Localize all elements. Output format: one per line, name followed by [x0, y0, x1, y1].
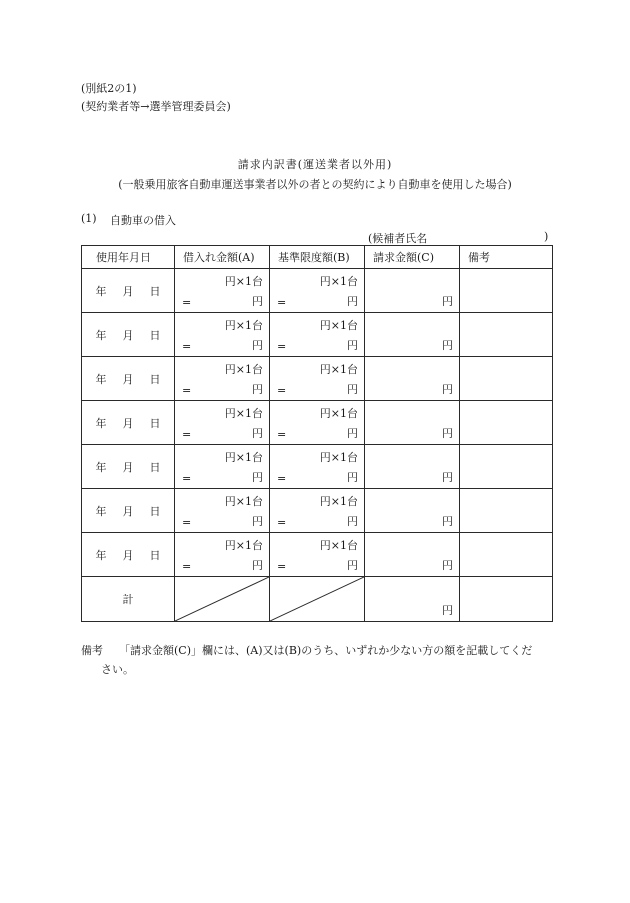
usage-date-cell[interactable]: [82, 357, 175, 401]
candidate-name-close: ): [544, 230, 549, 243]
table-row: [82, 445, 553, 489]
usage-date-cell[interactable]: [82, 489, 175, 533]
claim-amount-cell[interactable]: [365, 269, 460, 313]
total-label: 計: [82, 577, 175, 622]
per-vehicle-unit: 円×1台: [319, 319, 358, 332]
rental-amount-cell[interactable]: [175, 269, 270, 313]
total-row: [82, 577, 553, 622]
rental-amount-cell[interactable]: [175, 313, 270, 357]
date-year-char: 年: [95, 504, 107, 518]
yen-unit: 円: [347, 427, 358, 440]
yen-unit: 円: [347, 295, 358, 308]
usage-date-cell[interactable]: [82, 533, 175, 577]
yen-unit: 円: [347, 471, 358, 484]
yen-unit: 円: [442, 471, 453, 484]
date-month-char: 月: [122, 328, 134, 342]
equals-sign: =: [182, 560, 192, 573]
header-usage-date: 使用年月日: [82, 246, 175, 269]
per-vehicle-unit: 円×1台: [224, 319, 263, 332]
yen-unit: 円: [347, 559, 358, 572]
equals-sign: =: [277, 472, 287, 485]
equals-sign: =: [182, 340, 192, 353]
yen-unit: 円: [347, 383, 358, 396]
table-header-row: [82, 246, 553, 269]
yen-unit: 円: [442, 295, 453, 308]
reference-line-1: (別紙2の1): [81, 82, 137, 95]
standard-limit-cell[interactable]: [270, 489, 365, 533]
per-vehicle-unit: 円×1台: [319, 407, 358, 420]
date-day-char: 日: [149, 504, 161, 518]
table-row: [82, 269, 553, 313]
candidate-name-label: (候補者氏名: [368, 232, 428, 245]
date-day-char: 日: [149, 372, 161, 386]
claim-amount-cell[interactable]: [365, 313, 460, 357]
date-month-char: 月: [122, 548, 134, 562]
yen-unit: 円: [252, 383, 263, 396]
equals-sign: =: [182, 516, 192, 529]
note-text: 「請求金額(C)」欄には、(A)又は(B)のうち、いずれか少ない方の額を記載してくだ: [119, 644, 533, 657]
claim-amount-cell[interactable]: [365, 533, 460, 577]
breakdown-table: [81, 245, 553, 622]
yen-unit: 円: [252, 427, 263, 440]
date-year-char: 年: [95, 284, 107, 298]
date-day-char: 日: [149, 548, 161, 562]
table-row: [82, 533, 553, 577]
standard-limit-cell[interactable]: [270, 357, 365, 401]
yen-unit: 円: [347, 515, 358, 528]
claim-total-cell[interactable]: [365, 577, 460, 622]
claim-amount-cell[interactable]: [365, 357, 460, 401]
section-number: (1): [81, 212, 97, 225]
yen-unit: 円: [442, 427, 453, 440]
equals-sign: =: [182, 296, 192, 309]
section-title: 自動車の借入: [110, 214, 176, 227]
rental-amount-cell[interactable]: [175, 357, 270, 401]
header-rental-amount: 借入れ金額(A): [175, 246, 270, 269]
date-day-char: 日: [149, 328, 161, 342]
diagonal-strike: [270, 577, 364, 621]
per-vehicle-unit: 円×1台: [224, 363, 263, 376]
yen-unit: 円: [252, 339, 263, 352]
limit-total-cell-crossed: [270, 577, 365, 622]
date-day-char: 日: [149, 284, 161, 298]
per-vehicle-unit: 円×1台: [224, 407, 263, 420]
date-year-char: 年: [95, 460, 107, 474]
diagonal-strike: [175, 577, 269, 621]
date-month-char: 月: [122, 372, 134, 386]
standard-limit-cell[interactable]: [270, 401, 365, 445]
date-month-char: 月: [122, 284, 134, 298]
yen-unit: 円: [442, 515, 453, 528]
date-year-char: 年: [95, 416, 107, 430]
remarks-cell[interactable]: [460, 401, 553, 445]
equals-sign: =: [277, 296, 287, 309]
table-row: [82, 357, 553, 401]
yen-unit: 円: [442, 383, 453, 396]
standard-limit-cell[interactable]: [270, 313, 365, 357]
per-vehicle-unit: 円×1台: [224, 275, 263, 288]
reference-line-2: (契約業者等→選挙管理委員会): [81, 100, 231, 113]
remarks-total-cell[interactable]: [460, 577, 553, 622]
per-vehicle-unit: 円×1台: [224, 451, 263, 464]
remarks-cell[interactable]: [460, 357, 553, 401]
rental-amount-cell[interactable]: [175, 533, 270, 577]
per-vehicle-unit: 円×1台: [224, 539, 263, 552]
usage-date-cell[interactable]: [82, 313, 175, 357]
per-vehicle-unit: 円×1台: [319, 495, 358, 508]
table-row: [82, 401, 553, 445]
date-year-char: 年: [95, 548, 107, 562]
equals-sign: =: [277, 340, 287, 353]
date-day-char: 日: [149, 416, 161, 430]
per-vehicle-unit: 円×1台: [319, 539, 358, 552]
equals-sign: =: [277, 516, 287, 529]
yen-unit: 円: [442, 559, 453, 572]
yen-unit: 円: [252, 295, 263, 308]
yen-unit: 円: [252, 559, 263, 572]
date-month-char: 月: [122, 416, 134, 430]
yen-unit: 円: [252, 515, 263, 528]
per-vehicle-unit: 円×1台: [224, 495, 263, 508]
rental-amount-cell[interactable]: [175, 445, 270, 489]
standard-limit-cell[interactable]: [270, 445, 365, 489]
usage-date-cell[interactable]: [82, 401, 175, 445]
document-subtitle: (一般乗用旅客自動車運送事業者以外の者との契約により自動車を使用した場合): [118, 178, 512, 191]
equals-sign: =: [277, 428, 287, 441]
remarks-cell[interactable]: [460, 489, 553, 533]
note-label: 備考: [81, 644, 103, 657]
yen-unit: 円: [347, 339, 358, 352]
equals-sign: =: [182, 384, 192, 397]
date-month-char: 月: [122, 504, 134, 518]
equals-sign: =: [182, 472, 192, 485]
equals-sign: =: [277, 560, 287, 573]
header-claim-amount: 請求金額(C): [365, 246, 460, 269]
yen-unit: 円: [442, 604, 453, 617]
remarks-cell[interactable]: [460, 533, 553, 577]
per-vehicle-unit: 円×1台: [319, 363, 358, 376]
rental-amount-cell[interactable]: [175, 401, 270, 445]
date-year-char: 年: [95, 328, 107, 342]
rental-amount-cell[interactable]: [175, 489, 270, 533]
equals-sign: =: [182, 428, 192, 441]
header-standard-limit: 基準限度額(B): [270, 246, 365, 269]
equals-sign: =: [277, 384, 287, 397]
remarks-cell[interactable]: [460, 269, 553, 313]
standard-limit-cell[interactable]: [270, 269, 365, 313]
yen-unit: 円: [442, 339, 453, 352]
per-vehicle-unit: 円×1台: [319, 275, 358, 288]
date-day-char: 日: [149, 460, 161, 474]
claim-amount-cell[interactable]: [365, 401, 460, 445]
per-vehicle-unit: 円×1台: [319, 451, 358, 464]
header-remarks: 備考: [460, 246, 553, 269]
rental-total-cell-crossed: [175, 577, 270, 622]
yen-unit: 円: [252, 471, 263, 484]
remarks-cell[interactable]: [460, 313, 553, 357]
date-year-char: 年: [95, 372, 107, 386]
document-title: 請求内訳書(運送業者以外用): [237, 158, 393, 171]
note-text-continuation: さい。: [101, 663, 134, 676]
date-month-char: 月: [122, 460, 134, 474]
table-row: [82, 489, 553, 533]
usage-date-cell[interactable]: [82, 445, 175, 489]
claim-amount-cell[interactable]: [365, 445, 460, 489]
claim-amount-cell[interactable]: [365, 489, 460, 533]
table-row: [82, 313, 553, 357]
standard-limit-cell[interactable]: [270, 533, 365, 577]
remarks-cell[interactable]: [460, 445, 553, 489]
usage-date-cell[interactable]: [82, 269, 175, 313]
